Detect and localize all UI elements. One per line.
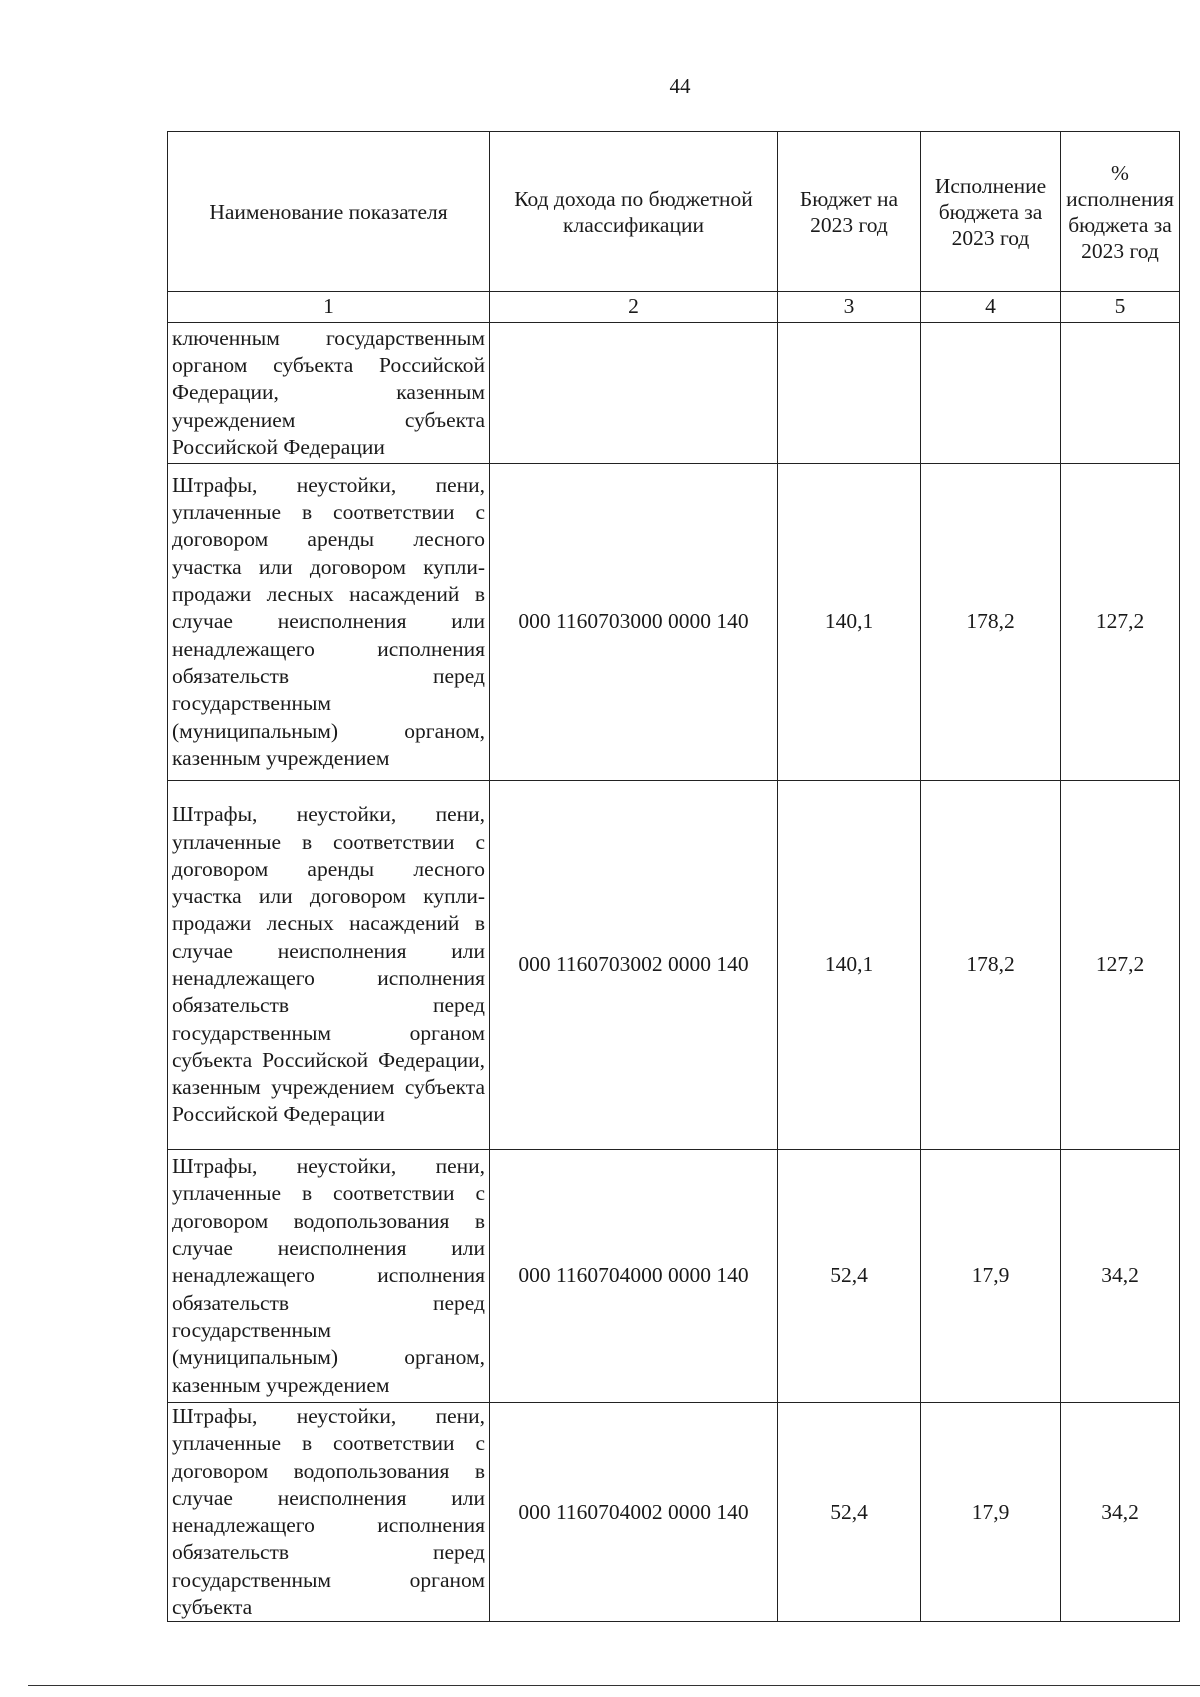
execution-value: 17,9 <box>921 1150 1061 1403</box>
column-number: 1 <box>168 292 490 323</box>
execution-percent: 127,2 <box>1061 781 1180 1150</box>
header-income-code: Код дохода по бюджетной классификации <box>490 132 778 292</box>
column-number-row <box>168 292 1180 323</box>
indicator-name: Штрафы, неустойки, пени, уплаченные в соответствии с договором водопользования в случае неисполнения или ненадлежащего исполнения обязательств перед государственным органом субъекта <box>168 1403 490 1622</box>
execution-value: 17,9 <box>921 1403 1061 1622</box>
indicator-name: Штрафы, неустойки, пени, уплаченные в соответствии с договором аренды лесного участка или договором купли-продажи лесных насаждений в случае неисполнения или ненадлежащего исполнения обязательств перед государственным (муниципальным) органом, казенным учреждением <box>168 464 490 781</box>
page-number: 44 <box>669 74 691 98</box>
execution-percent: 34,2 <box>1061 1403 1180 1622</box>
column-number: 2 <box>490 292 778 323</box>
indicator-name: ключенным государственным органом субъекта Российской Федерации, казенным учреждением субъекта Российской Федерации <box>168 323 490 464</box>
income-code: 000 1160703000 0000 140 <box>490 464 778 781</box>
indicator-name: Штрафы, неустойки, пени, уплаченные в соответствии с договором аренды лесного участка или договором купли-продажи лесных насаждений в случае неисполнения или ненадлежащего исполнения обязательств перед государственным органом субъекта Российской Федерации, казенным учреждением субъекта Российской Федерации <box>168 781 490 1150</box>
table-row <box>168 781 1180 1150</box>
execution-percent: 127,2 <box>1061 464 1180 781</box>
income-code <box>490 323 778 464</box>
table-row <box>168 323 1180 464</box>
table-row <box>168 1403 1180 1622</box>
budget-value: 140,1 <box>778 464 921 781</box>
indicator-name: Штрафы, неустойки, пени, уплаченные в соответствии с договором водопользования в случае неисполнения или ненадлежащего исполнения обязательств перед государственным (муниципальным) органом, казенным учреждением <box>168 1150 490 1403</box>
income-code: 000 1160703002 0000 140 <box>490 781 778 1150</box>
header-execution-percent: % исполнения бюджета за 2023 год <box>1061 132 1180 292</box>
budget-value <box>778 323 921 464</box>
header-budget-2023: Бюджет на 2023 год <box>778 132 921 292</box>
header-execution-2023: Исполнение бюджета за 2023 год <box>921 132 1061 292</box>
column-number: 5 <box>1061 292 1180 323</box>
execution-percent <box>1061 323 1180 464</box>
header-indicator-name: Наименование показателя <box>168 132 490 292</box>
column-number: 4 <box>921 292 1061 323</box>
table-row <box>168 464 1180 781</box>
budget-value: 52,4 <box>778 1403 921 1622</box>
budget-value: 140,1 <box>778 781 921 1150</box>
table-row <box>168 1150 1180 1403</box>
budget-execution-table <box>167 131 1180 1622</box>
budget-value: 52,4 <box>778 1150 921 1403</box>
execution-value: 178,2 <box>921 464 1061 781</box>
table-header-row <box>168 132 1180 292</box>
footer-divider <box>28 1685 1200 1686</box>
income-code: 000 1160704000 0000 140 <box>490 1150 778 1403</box>
column-number: 3 <box>778 292 921 323</box>
execution-value: 178,2 <box>921 781 1061 1150</box>
execution-value <box>921 323 1061 464</box>
income-code: 000 1160704002 0000 140 <box>490 1403 778 1622</box>
execution-percent: 34,2 <box>1061 1150 1180 1403</box>
